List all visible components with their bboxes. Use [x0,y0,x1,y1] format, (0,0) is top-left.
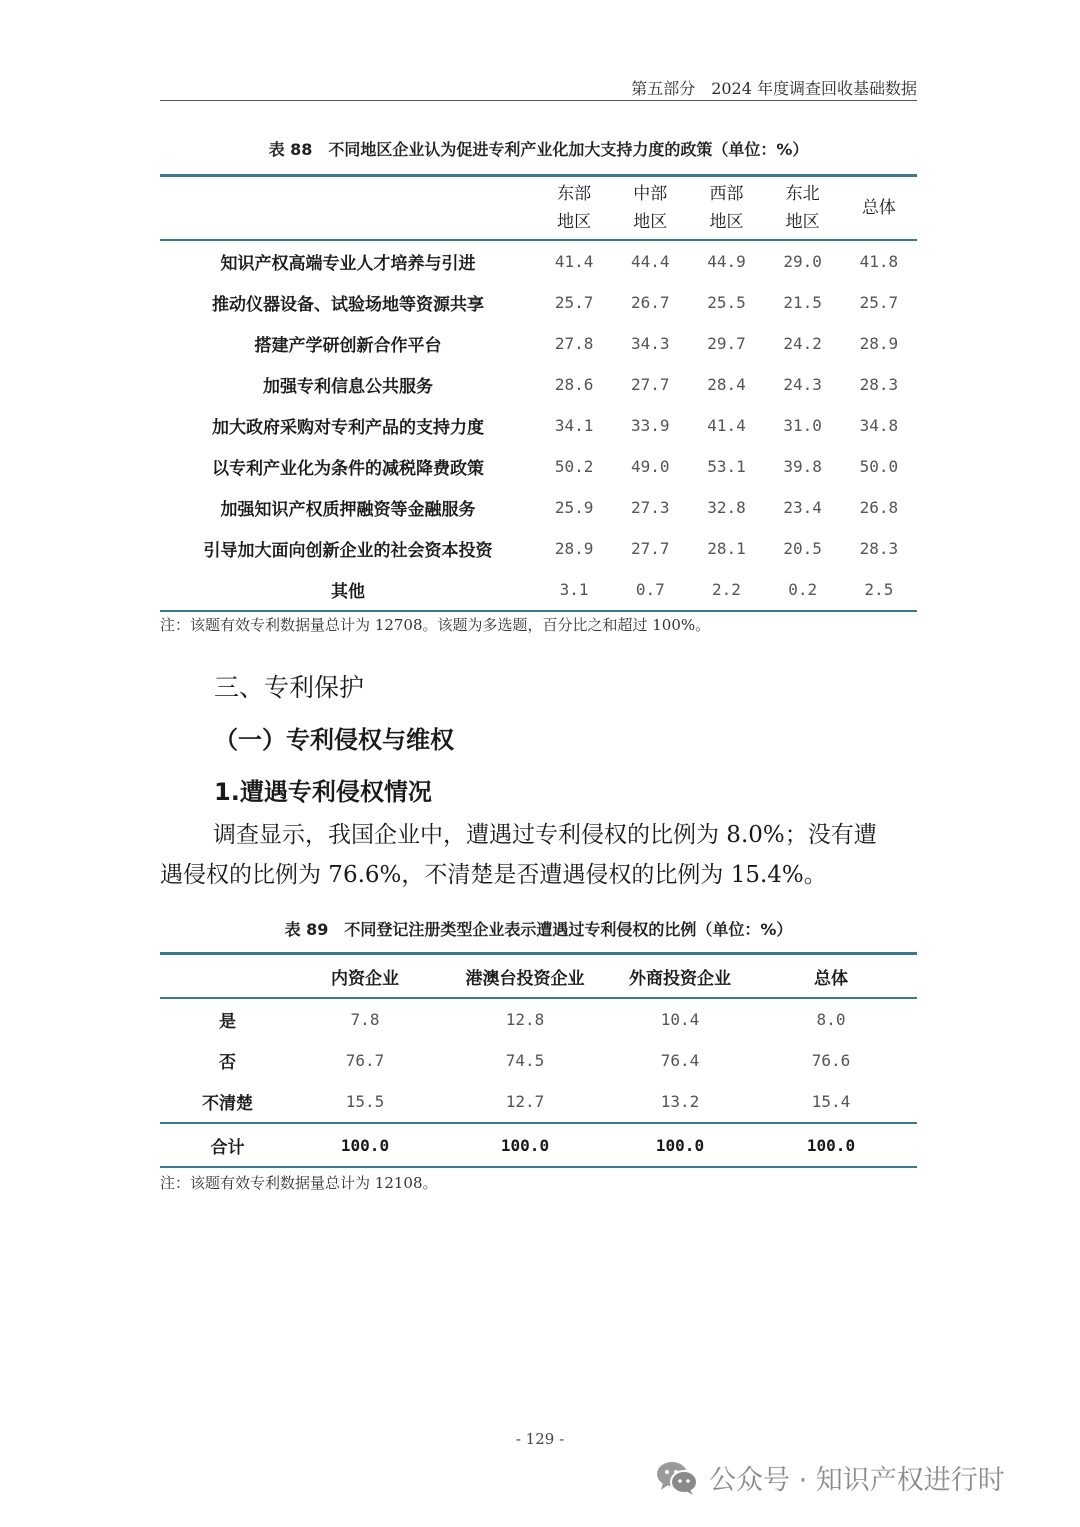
cell-value: 34.8 [859,416,899,435]
table-row [160,998,917,1040]
cell-value: 7.8 [350,1010,380,1029]
table-row [160,282,917,323]
cell-value: 21.5 [783,293,822,312]
cell-value: 28.4 [707,375,746,394]
table-row [160,1040,917,1081]
cell-value: 49.0 [631,457,670,476]
row-label: 合计 [210,1137,245,1158]
cell-value: 34.3 [631,334,670,353]
cell-value: 25.5 [707,293,746,312]
table-row [160,1081,917,1123]
cell-value: 2.2 [712,580,741,599]
row-label: 以专利产业化为条件的减税降费政策 [212,459,484,479]
cell-value: 12.7 [505,1092,545,1111]
column-header-central: 中部 地区 [633,184,668,232]
table-header-row [160,954,917,999]
cell-value: 12.8 [505,1010,545,1029]
cell-value: 20.5 [783,539,822,558]
cell-value: 26.8 [859,498,899,517]
cell-value: 50.0 [859,457,899,476]
table-88 [160,174,917,612]
cell-value: 39.8 [783,457,822,476]
total-value: 100.0 [500,1135,550,1155]
cell-value: 25.7 [554,293,594,312]
cell-value: 44.4 [631,252,670,271]
cell-value: 8.0 [816,1010,846,1029]
watermark [655,1458,1005,1497]
table-row [160,364,917,405]
cell-value: 41.4 [554,252,594,271]
row-label: 其他 [331,582,365,602]
table-row [160,405,917,446]
table-89 [160,952,917,1168]
sub-subsection-heading: 1.遭遇专利侵权情况 [214,778,432,806]
total-value: 100.0 [806,1135,856,1155]
cell-value: 76.4 [660,1051,700,1070]
cell-value: 25.7 [859,293,899,312]
table-row [160,323,917,364]
cell-value: 26.7 [631,293,670,312]
table-total-row [160,1123,917,1167]
column-header-total: 总体 [861,198,896,218]
cell-value: 25.9 [554,498,594,517]
cell-value: 41.4 [707,416,746,435]
cell-value: 28.6 [554,375,594,394]
row-label: 否 [219,1053,236,1073]
cell-value: 3.1 [559,580,589,599]
column-header-northeast: 东北 地区 [785,184,820,232]
cell-value: 28.1 [707,539,746,558]
cell-value: 29.7 [707,334,746,353]
cell-value: 29.0 [783,252,822,271]
total-value: 100.0 [340,1135,390,1155]
header-divider [160,100,917,101]
table-row [160,528,917,569]
cell-value: 28.9 [554,539,594,558]
column-header-blank [160,176,536,241]
cell-value: 41.8 [859,252,899,271]
page-number: - 129 - [515,1430,565,1448]
row-label: 不清楚 [202,1094,253,1114]
table-row [160,446,917,487]
cell-value: 33.9 [631,416,670,435]
cell-value: 76.6 [811,1051,851,1070]
column-header-west: 西部 地区 [709,184,744,232]
table-row [160,569,917,611]
row-label: 搭建产学研创新合作平台 [254,336,442,356]
row-label: 加大政府采购对专利产品的支持力度 [212,418,484,438]
section-heading: 三、专利保护 [214,673,365,702]
row-label: 引导加大面向创新企业的社会资本投资 [203,541,493,561]
row-label: 推动仪器设备、试验场地等资源共享 [212,295,484,315]
running-header: 第五部分 2024 年度调查回收基础数据 [631,79,917,98]
body-paragraph [160,815,917,895]
row-label: 加强专利信息公共服务 [263,377,433,397]
row-label: 加强知识产权质押融资等金融服务 [220,500,476,520]
cell-value: 74.5 [505,1051,545,1070]
cell-value: 32.8 [707,498,746,517]
column-header-foreign: 外商投资企业 [629,968,731,989]
column-header-hk-macao-taiwan: 港澳台投资企业 [465,968,585,989]
table-row [160,240,917,282]
watermark-text: 公众号 · 知识产权进行时 [709,1465,1005,1496]
cell-value: 27.3 [631,498,670,517]
table-header-row [160,176,917,241]
row-label: 是 [219,1012,236,1032]
table-88-title: 表 88 不同地区企业认为促进专利产业化加大支持力度的政策（单位：%） [268,140,809,159]
cell-value: 0.2 [788,580,818,599]
cell-value: 44.9 [707,252,746,271]
column-header-domestic: 内资企业 [331,968,399,989]
cell-value: 28.3 [859,375,899,394]
total-value: 100.0 [655,1135,705,1155]
cell-value: 34.1 [554,416,594,435]
cell-value: 27.7 [631,539,670,558]
cell-value: 76.7 [345,1051,385,1070]
column-header-blank [160,954,295,999]
column-header-total: 总体 [814,968,848,989]
cell-value: 24.2 [783,334,822,353]
cell-value: 15.5 [345,1092,385,1111]
cell-value: 24.3 [783,375,822,394]
cell-value: 10.4 [660,1010,700,1029]
cell-value: 27.8 [554,334,594,353]
paragraph-line-2: 遇侵权的比例为 76.6%，不清楚是否遭遇侵权的比例为 15.4%。 [160,862,827,888]
cell-value: 0.7 [635,580,665,599]
column-header-east: 东部 地区 [557,184,592,232]
cell-value: 28.3 [859,539,899,558]
row-label: 知识产权高端专业人才培养与引进 [220,254,476,274]
table-89-title: 表 89 不同登记注册类型企业表示遭遇过专利侵权的比例（单位：%） [284,920,793,939]
cell-value: 15.4 [811,1092,851,1111]
cell-value: 13.2 [660,1092,700,1111]
cell-value: 23.4 [783,498,822,517]
cell-value: 28.9 [859,334,899,353]
subsection-heading: （一）专利侵权与维权 [214,725,454,754]
cell-value: 31.0 [783,416,822,435]
table-89-note: 注：该题有效专利数据量总计为 12108。 [160,1174,438,1192]
cell-value: 2.5 [864,580,894,599]
table-row [160,487,917,528]
cell-value: 27.7 [631,375,670,394]
paragraph-line-1: 调查显示，我国企业中，遭遇过专利侵权的比例为 8.0%；没有遭 [213,822,877,848]
table-88-note: 注：该题有效专利数据量总计为 12708。该题为多选题，百分比之和超过 100%。 [160,616,711,634]
cell-value: 53.1 [707,457,746,476]
cell-value: 50.2 [554,457,594,476]
wechat-icon [655,1460,699,1496]
